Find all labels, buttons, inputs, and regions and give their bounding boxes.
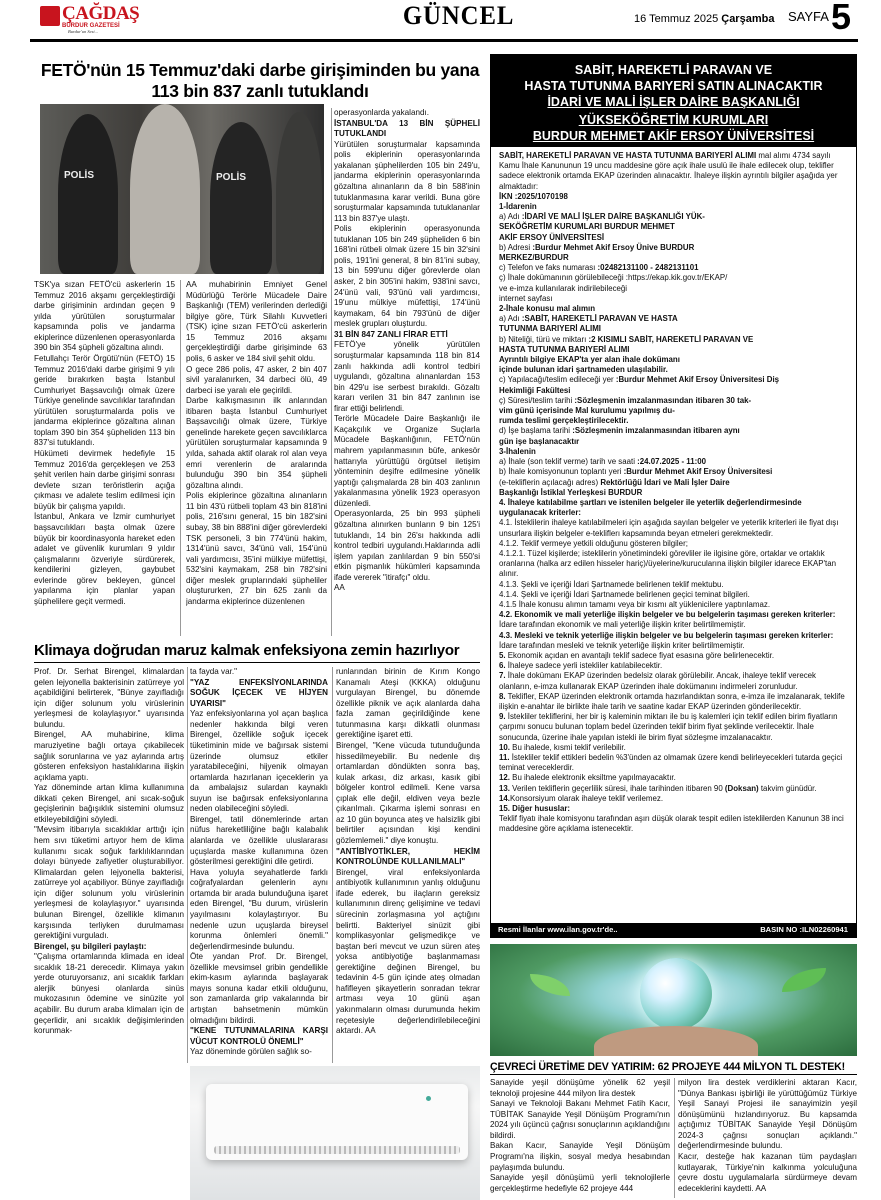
logo-sub-text: BURDUR GAZETESİ xyxy=(62,23,120,29)
notice-header xyxy=(491,55,856,147)
green-tech-photo xyxy=(490,944,857,1056)
article1-headline-line2: 113 bin 837 zanlı tutuklandı xyxy=(151,81,369,101)
column-divider xyxy=(331,108,332,636)
column-divider xyxy=(180,280,181,636)
photo-figure xyxy=(276,112,322,274)
official-notice xyxy=(490,54,857,938)
article2-column-3: runlarından birinin de Kırım Kongo Kanamalı Ateşi (KKKA) olduğunu vurgulayan Birengel, bu dönemde özellikle piknik ve açık alanlarda daha fazla zaman geçirildiğinde kene tutunmasına karşı dikkatli olunması gerektiğine işaret etti. Birengel, "Kene vücuda tutunduğunda hissedilmeyebilir. Bu nedenle dış ortamlardan döndükten sonra baş, kulak arkası, diz arkası, kasık gibi bölgeler kontrol edilmeli. Kene varsa çıplak elle değil, eldiven veya bezle çıkarılmalı. Çıkarma işlemi sonrası en az 10 gün boyunca ateş ve halsizlik gibi belirtiler açısından kişi kendini gözlemlemeli." diye konuştu. "ANTİBİYOTİKLER, HEKİM KONTROLÜNDE KULLANILMALI" Birengel, viral enfeksiyonlarda antibiyotik kullanımının yanlış olduğunu ifade ederek, bu ilaçların gereksiz kullanımının direnç gelişimine ve tedavi sürecinin zorlaşmasına yol açtığını belirtti. Bakteriyel sinüzit gibi komplikasyonlar gelişmedikçe ve baştan beri mevcut ve uzun süren ateş yoksa antibiyotiğe başlanmaması gerektiğine değinen Birengel, bu tedavinin 4-5 gün içinde ateş olmadan hafifleyen şikayetlerin sonradan tekrar artması veya 10 günü aşan yakınmaların olması durumunda hekim reçetesiyle değerlendirilebileceğini aktardı. AA xyxy=(336,667,480,1036)
notice-header-line: BURDUR MEHMET AKİF ERSOY ÜNİVERSİTESİ xyxy=(532,129,815,143)
notice-header-line: İDARİ VE MALİ İŞLER DAİRE BAŞKANLIĞI xyxy=(547,95,800,109)
column-divider xyxy=(674,1078,675,1198)
notice-press-number: BASIN NO :ILN02260941 xyxy=(760,925,848,934)
article2-column-2: ta fayda var." "YAZ ENFEKSİYONLARINDA SOĞUK İÇECEK VE HİJYEN UYARISI" Yaz enfeksiyonlarına yol açan başlıca nedenler hakkında bilgi veren Birengel, özellikle soğuk içecek tüketiminin mide ve bağırsak sistemi üzerinde olumsuz etkiler yaratabileceğini, hijyenik olmayan ortamlarda hazırlanan içeceklerin ya da ambalajsız sulardan kaynaklı suyun ise bağırsak enfeksiyonlarına neden olabileceğini söyledi. Birengel, tatil dönemlerinde artan nüfus hareketliliğine bağlı kalabalık alanlarda ve özellikle uluslararası uçuşlarda maske kullanımına özen gösterilmesi gerektiğini dile getirdi. Hava yoluyla seyahatlerde farklı coğrafyalardan gelenlerin aynı ortamda bir arada bulunduğuna işaret eden Birengel, "Bu durum, virüslerin yayılmasını kolaylaştırıyor. Bu nedenle uzun uçuşlarda bireysel korunma önlemleri önemli." değerlendirmesinde bulundu. Öte yandan Prof. Dr. Birengel, özellikle mevsimsel gribin gendellikle ekim-kasım aylarında başlayarak mayıs sonuna kadar etkili olduğunu, son zamanlarda grip vakalarında bir artıştan bahsetmenin mümkün olmadığını bildirdi. "KENE TUTUNMALARINA KARŞI VÜCUT KONTROLÜ ÖNEMLİ" Yaz döneminde görülen sağlık so- xyxy=(190,667,328,1057)
section-title: GÜNCEL xyxy=(402,1,515,30)
notice-footer-link: Resmi İlanlar www.ilan.gov.tr'de.. xyxy=(498,925,618,934)
article1-column-3: operasyonlarda yakalandı. İSTANBUL'DA 13 BİN ŞÜPHELİ TUTUKLANDI Yürütülen soruşturmalar kapsamında polis ekiplerinin operasyonlarında yakalanan şüphelilerden 105 bin 249'u, jandarma ekiplerinin operasyonlarında gözaltına alınanların da 8 bin 588'inin tutuklanmasına karar verildi. Buna göre soruşturmalar kapsamında tutuklananlar 113 bin 837'ye ulaştı. Polis ekiplerinin operasyonunda tutuklanan 105 bin 249 şüpheliden 6 bin 168'ini rütbeli olmak üzere 15 bin 32'sini polis, 191'ini general, 8 bin 81'ini subay, 13 bin 599'unu diğer görevlerde olan asker, 2 bin 305'ini hakim, 938'ini savcı, 24'ünü vali, 93'ünü vali yardımcısı, 19'unu mülkiye müfettişi, 174'ünü kaymakam, 64 bin 793'ünü de diğer meslek grupları oluşturdu. 31 BİN 847 ZANLI FİRAR ETTİ FETÖ'ye yönelik yürütülen soruşturmalar kapsamında 118 bin 814 zanlı hakkında adli kontrol tedbiri uygulandı, gözaltına alınanlardan 153 bin 429'u ise serbest bırakıldı. Gözaltı kararı verilen 31 bin 847 zanlının ise firar ettiği belirlendi. Terörle Mücadele Daire Başkanlığı ile Kaçakçılık ve Organize Suçlarla Mücadele Başkanlığının, FETÖ'nün mahrem yapılanmasının büfe, ankesör hattarıyla yürüttüğü örgütsel iletişim yönteminin deşifre edilmesine yönelik yaptığı çalışmalarda 28 bin 403 zanlının yakalanmasına yönelik 1923 operasyon düzenledi. Operasyonlarda, 25 bin 993 şüpheli gözaltına alınırken bunların 9 bin 125'i tutuklandı, 14 bin 26'sı hakkında adli kontrol tedbiri uygulandı.Haklarında adli işlem yapılan zanlılardan 9 bin 550'si etkin pişmanlık hükümleri kapsamında ifade vererek "itirafçı" oldu. AA xyxy=(334,108,480,593)
article3-headline: ÇEVRECİ ÜRETİME DEV YATIRIM: 62 PROJEYE 444 MİLYON TL DESTEK! xyxy=(490,1061,845,1073)
article1-column-2: AA muhabirinin Emniyet Genel Müdürlüğü Terörle Mücadele Daire Başkanlığı (TEM) verilerinden derlediği bilgiye göre, Türk Silahlı Kuvvetleri (TSK) içine sızan FETÖ'cü askerlerin 15 Temmuz 2016 akşamı gerçekleştirdiği darbe girişiminde 63 polis, 6 asker ve 184 sivil şehit oldu. O gece 286 polis, 47 asker, 2 bin 407 sivil yaralanırken, 34 darbeci ölü, 49 darbeci ise yaralı ele geçirildi. Darbe kalkışmasının ilk anlarından itibaren başta İstanbul Cumhuriyet Başsavcılığı olmak üzere, Türkiye genelinde harekete geçen savcılıklarca yürütülen soruşturmalar kapsamında 9 yılda, sahada aktif olarak rol alan veya emri verenlerin de aralarında bulunduğu 390 bin 354 şüpheli gözaltına alındı. Polis ekiplerince gözaltına alınanların 11 bin 43'ü rütbeli toplam 43 bin 818'ini polis, 216'sını general, 15 bin 182'sini subay, 38 bin 888'ini diğer görevlerdeki TSK personeli, 3 bin 774'ünü hakim, 1314'ünü savcı, 34'ünü vali, 154'ünü vali yardımcısı, 35'ini mülkiye müfettişi, 532'sini kaymakam, 258 bin 782'sini diğer meslek gruplarındaki şüpheliler oluştururken, 27 bin 625 zanlı da jandarma ekiplerince düzenlenen xyxy=(186,280,327,606)
article3-column-1: Sanayide yeşil dönüşüme yönelik 62 yeşil teknoloji projesine 444 milyon lira destek Sanayi ve Teknoloji Bakanı Mehmet Fatih Kacır, TÜBİTAK Sanayide Yeşil Dönüşüm Programı'nın 2024 yılı üçüncü çağrısı sonuçlarının açıklandığını bildirdi. Bakan Kacır, Sanayide Yeşil Dönüşüm Programı'na ilişkin, sosyal medya hesabından paylaşımda bulundu. Sanayide yeşil dönüşümü yerli teknolojilerle gerçekleştirme hedefiyle 62 projeye 444 xyxy=(490,1078,670,1193)
page-number: 5 xyxy=(831,0,852,37)
notice-footer xyxy=(491,923,856,937)
logo-main-text: ÇAĞDAŞ xyxy=(62,3,140,24)
notice-header-line: HASTA TUTUNMA BARIYERİ SATIN ALINACAKTIR xyxy=(524,79,823,93)
issue-date xyxy=(634,14,774,25)
column-divider xyxy=(187,667,188,1063)
air-conditioner-photo xyxy=(190,1066,480,1200)
logo-tagline: Burdur'un Sesi... xyxy=(68,29,99,34)
article1-column-1: TSK'ya sızan FETÖ'cü askerlerin 15 Temmuz 2016 akşamı gerçekleştirdiği darbe girişiminin ardından geçen 9 yılda yürütülen soruşturmalar kapsamında polis ve jandarma ekiplerince düzenlenen operasyonlarda 390 bin 354 şüpheli gözaltına alındı. Fetullahçı Terör Örgütü'nün (FETÖ) 15 Temmuz 2016'daki darbe girişimi 9 yılı geride bırakırken başta İstanbul Cumhuriyet Başsavcılığı olmak üzere Türkiye genelinde savcılıklar tarafından yürütülen soruşturmalarda polis ve jandarma ekiplerince gözaltına alınan toplam 390 bin 354 şüpheliden 113 bin 837'si tutuklandı. Hükümeti devirmek hedefiyle 15 Temmuz 2016'da gerçekleşen ve 253 şehit verilen hain darbe girişimi sonrası devlete sızan teröristlerin açığa çıkması ve adalete teslim edilmesi için büyük bir çalışma yapıldı. İstanbul, Ankara ve İzmir cumhuriyet başsavcılıkları başta olmak üzere büyük bir koordinasyonla hareket eden adalet ve güvenlik kurumları 9 yıldır çalışmalarını özveriyle sürdürerek, kendilerini gizleyen, gaybubet evlerinde görev bekleyen, güncel yapılanma için planlar yapan şüphelilere geçit vermedi. xyxy=(34,280,175,606)
article2-column-1: Prof. Dr. Serhat Birengel, klimalardan gelen lejyonella bakterisinin zatürreye yol açabildiğini belirterek, "Bünye zayıfladığı için diğer solunum yolu virüslerinin yerleşmesi de kolaylaşıyor." uyarısında bulundu. Birengel, AA muhabirine, klima maruziyetine bağlı ortaya çıkabilecek sağlık sorunlarına ve yaz aylarında artış gösteren enfeksiyon hastalıklarına ilişkin açıklama yaptı. Yaz döneminde artan klima kullanımına dikkati çeken Birengel, ani sıcak-soğuk geçişlerinin bağışıklık sistemini olumsuz etkileyebildiğini söyledi. "Mevsim itibarıyla sıcaklıklar arttığı için hem sıvı tüketimi artıyor hem de klima kullanımı sıcak soğuk farklılıklarından dolayı bünyede zafiyetler oluşturabiliyor. Klimalardan gelen lejyonella bakterisi, zatürreye yol açabiliyor. Bünye zayıfladığı için diğer solunum yolu virüslerinin yerleşmesi de kolaylaşıyor." uyarısında bulunan Birengel, özellikle klimanın karşısında terliyken durulmaması gerektiğini vurguladı. Birengel, şu bilgileri paylaştı: "Çalışma ortamlarında klimada en ideal sıcaklık 18-21 derecedir. Klimaya yakın yerde oturuyorsanız, ani sıcaklık farkları alerjik bünyesi olanlarda sinüs mukozasının ödemine ve sinüzite yol açabilir. Bu durum araba klimaları için de geçerlidir, ani sıcaklık değişimlerinden korunmak- xyxy=(34,667,184,1036)
article1-headline xyxy=(40,60,480,102)
issue-weekday: Çarşamba xyxy=(721,13,775,25)
column-divider xyxy=(332,667,333,1063)
page-label: SAYFA xyxy=(788,9,829,24)
hand-shape xyxy=(594,1026,758,1056)
logo-emblem-icon xyxy=(40,6,60,26)
article3-headline-rule xyxy=(490,1074,857,1075)
photo-vest-label: POLİS xyxy=(64,170,95,181)
photo-figure xyxy=(58,114,118,274)
notice-header-line: YÜKSEKÖĞRETİM KURUMLARI xyxy=(578,113,769,127)
newspaper-logo xyxy=(40,4,140,34)
photo-figure xyxy=(210,122,272,274)
article2-headline: Klimaya doğrudan maruz kalmak enfeksiyona zemin hazırlıyor xyxy=(34,642,460,659)
header-rule xyxy=(30,39,858,42)
leaf-icon xyxy=(782,968,826,992)
ac-grill-shape xyxy=(214,1146,460,1154)
article2-headline-rule xyxy=(34,662,480,663)
article3-column-2: milyon lira destek verdiklerini aktaran Kacır, "Dünya Bankası işbirliği ile yürüttüğümüz Türkiye Yeşil Sanayi Projesi ile sanayimizin yeşil dönüşümünü hızlandırıyoruz. Bu kapsamda açtığımız TÜBİTAK Sanayide Yeşil Dönüşüm 2024-3 çağrısı sonuçları açıklandı." değerlendirmesinde bulundu. Kacır, desteğe hak kazanan tüm paydaşları kutlayarak, Türkiye'nin kalkınma yolculuğuna çevre dostu uygulamalarla sürdürmeye devam edeceklerini kaydetti. AA xyxy=(678,1078,857,1193)
notice-body: SABİT, HAREKETLİ PARAVAN VE HASTA TUTUNMA BARIYERİ ALIMI mal alımı 4734 sayılı Kamu İhale Kanununun 19 uncu maddesine göre açık ihale usulü ile ihale edilecek olup, teklifler sadece elektronik ortamda EKAP üzerinden alınacaktır. İhaleye ilişkin ayrıntılı bilgiler aşağıda yer almaktadır: İKN :2025/1070198 1-İdarenin a) Adı :İDARİ VE MALİ İŞLER DAİRE BAŞKANLIĞI YÜK- SEKÖĞRETİM KURUMLARI BURDUR MEHMET AKİF ERSOY ÜNİVERSİTESİ b) Adresi :Burdur Mehmet Akif Ersoy Ünive BURDUR MERKEZ/BURDUR c) Telefon ve faks numarası :02482131100 - 2482131101 ç) İhale dokümanının görülebileceği :https://ekap.kik.gov.tr/EKAP/ ve e-imza kullanılarak indirilebileceği internet sayfası 2-İhale konusu mal alımın a) Adı :SABİT, HAREKETLİ PARAVAN VE HASTA TUTUNMA BARIYERİ ALIMI b) Niteliği, türü ve miktarı :2 KISIMLI SABİT, HAREKETLİ PARAVAN VE HASTA TUTUNMA BARIYERİ ALIMI Ayrıntılı bilgiye EKAP'ta yer alan ihale dokümanı içinde bulunan idari şartnameden ulaşılabilir. c) Yapılacağı/teslim edileceği yer :Burdur Mehmet Akif Ersoy Üniversitesi Diş Hekimliği Fakültesi ç) Süresi/teslim tarihi :Sözleşmenin imzalanmasından itibaren 30 tak- vim günü içerisinde Mal kurulumu yapılmış du- rumda teslimi gerçekleştirilecektir. d) İşe başlama tarihi :Sözleşmenin imzalanmasından itibaren aynı gün işe başlanacaktır 3-İhalenin a) İhale (son teklif verme) tarih ve saati :24.07.2025 - 11:00 b) İhale komisyonunun toplantı yeri :Burdur Mehmet Akif Ersoy Üniversitesi (e-tekliflerin açılacağı adres) Rektörlüğü İdari ve Mali İşler Daire Başkanlığı İstiklal Yerleşkesi BURDUR 4. İhaleye katılabilme şartları ve istenilen belgeler ile yeterlik değerlendirmesinde uygulanacak kriterler: 4.1. İsteklilerin ihaleye katılabilmeleri için aşağıda sayılan belgeler ve yeterlik kriterleri ile fiyat dışı unsurlara ilişkin belgeler e-tekliflerı kapsamında beyan etmeleri gerekmektedir. 4.1.2. Teklif vermeye yetkili olduğunu gösteren bilgiler; 4.1.2.1. Tüzel kişilerde; isteklilerin yönetimindeki görevliler ile ilgisine göre, ortaklar ve ortaklık oranlarına (halka arz edilen hisseler hariç)/üyelerine/kurucularına ilişkin bilgiler idarece EKAP'tan alınır. 4.1.3. Şekli ve içeriği İdari Şartnamede belirlenen teklif mektubu. 4.1.4. Şekli ve içeriği İdari Şartnamede belirlenen geçici teminat bilgileri. 4.1.5 İhale konusu alımın tamamı veya bir kısmı alt yüklenicilere yaptırılamaz. 4.2. Ekonomik ve mali yeterliğe ilişkin belgeler ve bu belgelerin taşıması gereken kriterler: İdare tarafından ekonomik ve mali yeterliğe ilişkin kriter belirtilmemiştir. 4.3. Mesleki ve teknik yeterliğe ilişkin belgeler ve bu belgelerin taşıması gereken kriterler: İdare tarafından mesleki ve teknik yeterliğe ilişkin kriter belirtilmemiştir. 5. Ekonomik açıdan en avantajlı teklif sadece fiyat esasına göre belirlenecektir. 6. İhaleye sadece yerli istekliler katılabilecektir. 7. İhale dokümanı EKAP üzerinden bedelsiz olarak görülebilir. Ancak, ihaleye teklif verecek olanların, e-imza kullanarak EKAP üzerinden ihale dokümanını indirmeleri zorunludur. 8. Teklifler, EKAP üzerinden elektronik ortamda hazırlandıktan sonra, e-imza ile imzalanarak, teklife ilişkin e-anahtar ile birlikte ihale tarih ve saatine kadar EKAP üzerinden gönderilecektir. 9. İstekliler tekliflerini, her bir iş kaleminin miktarı ile bu iş kalemleri için teklif edilen birim fiyatların çarpımı sonucu bulunan toplam bedel üzerinden teklif birim fiyat şeklinde verilecektir. İhale sonucunda, üzerine ihale yapılan istekli ile birim fiyat sözleşme imzalanacaktır. 10. Bu ihalede, kısmi teklif verilebilir. 11. İstekliler teklif ettikleri bedelin %3'ünden az olmamak üzere kendi belirleyecekleri tutarda geçici teminat vereceklerdir. 12. Bu ihalede elektronik eksiltme yapılmayacaktır. 13. Verilen tekliflerin geçerlilik süresi, ihale tarihinden itibaren 90 (Doksan) takvim günüdür. 14.Konsorsiyum olarak ihaleye teklif verilemez. 15. Diğer hususlar: Teklif fiyatı ihale komisyonu tarafından aşırı düşük olarak tespit edilen isteklilerden Kanunun 38 inci maddesine göre açıklama istenecektir. xyxy=(499,151,845,834)
photo-vest-label: POLİS xyxy=(216,172,247,183)
article1-headline-line1: FETÖ'nün 15 Temmuz'daki darbe girişiminden bu yana xyxy=(40,60,480,80)
globe-icon xyxy=(640,958,712,1030)
issue-date-day: 16 Temmuz 2025 xyxy=(634,13,719,25)
notice-header-line: SABİT, HAREKETLİ PARAVAN VE xyxy=(574,63,773,77)
ac-indicator-icon xyxy=(426,1096,431,1101)
page-header xyxy=(0,0,881,42)
leaf-icon xyxy=(530,974,570,996)
article1-photo xyxy=(40,104,324,274)
photo-figure xyxy=(130,104,200,274)
